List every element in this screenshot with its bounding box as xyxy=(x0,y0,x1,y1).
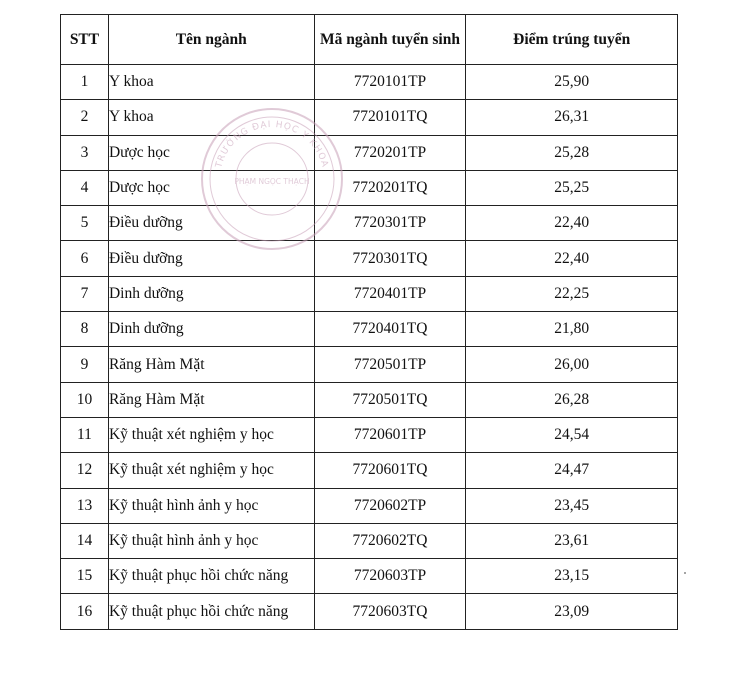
row-major-name: Điều dưỡng xyxy=(108,241,314,276)
row-stt: 13 xyxy=(61,488,109,523)
row-stt: 1 xyxy=(61,65,109,100)
row-stt: 9 xyxy=(61,347,109,382)
row-major-code: 7720602TP xyxy=(314,488,466,523)
admission-scores-table xyxy=(60,14,678,630)
row-stt: 6 xyxy=(61,241,109,276)
row-admission-score: 26,00 xyxy=(466,347,678,382)
table-row xyxy=(61,417,678,452)
row-major-code: 7720501TP xyxy=(314,347,466,382)
row-admission-score: 25,25 xyxy=(466,170,678,205)
seal-inner-text: PHẠM NGỌC THẠCH xyxy=(234,177,310,186)
row-major-name: Kỹ thuật phục hồi chức năng xyxy=(108,559,314,594)
table-row xyxy=(61,170,678,205)
row-major-code: 7720601TQ xyxy=(314,453,466,488)
row-major-name: Dược học xyxy=(108,135,314,170)
header-name: Tên ngành xyxy=(108,15,314,65)
table-row xyxy=(61,206,678,241)
row-major-name: Kỹ thuật phục hồi chức năng xyxy=(108,594,314,629)
row-admission-score: 21,80 xyxy=(466,312,678,347)
table-row xyxy=(61,241,678,276)
row-major-code: 7720602TQ xyxy=(314,523,466,558)
row-admission-score: 22,40 xyxy=(466,206,678,241)
row-admission-score: 22,25 xyxy=(466,276,678,311)
row-major-code: 7720603TQ xyxy=(314,594,466,629)
speck xyxy=(684,572,686,574)
row-major-name: Điều dưỡng xyxy=(108,206,314,241)
row-admission-score: 23,15 xyxy=(466,559,678,594)
table-row xyxy=(61,523,678,558)
row-admission-score: 23,45 xyxy=(466,488,678,523)
header-stt: STT xyxy=(61,15,109,65)
table-row xyxy=(61,488,678,523)
row-major-name: Y khoa xyxy=(108,100,314,135)
row-stt: 15 xyxy=(61,559,109,594)
row-admission-score: 25,90 xyxy=(466,65,678,100)
table-row xyxy=(61,65,678,100)
row-major-code: 7720603TP xyxy=(314,559,466,594)
row-admission-score: 25,28 xyxy=(466,135,678,170)
seal-outer-text: TRƯỜNG ĐẠI HỌC Y KHOA xyxy=(214,119,330,169)
row-major-code: 7720401TQ xyxy=(314,312,466,347)
header-code: Mã ngành tuyển sinh xyxy=(314,15,466,65)
row-major-code: 7720101TQ xyxy=(314,100,466,135)
row-stt: 4 xyxy=(61,170,109,205)
row-stt: 14 xyxy=(61,523,109,558)
table-row xyxy=(61,382,678,417)
row-major-name: Dinh dưỡng xyxy=(108,276,314,311)
row-stt: 3 xyxy=(61,135,109,170)
table-row xyxy=(61,559,678,594)
row-admission-score: 23,09 xyxy=(466,594,678,629)
row-stt: 16 xyxy=(61,594,109,629)
row-major-code: 7720201TP xyxy=(314,135,466,170)
row-major-name: Răng Hàm Mặt xyxy=(108,382,314,417)
row-major-name: Kỹ thuật hình ảnh y học xyxy=(108,488,314,523)
row-major-code: 7720101TP xyxy=(314,65,466,100)
table-header-row xyxy=(61,15,678,65)
row-stt: 7 xyxy=(61,276,109,311)
row-admission-score: 24,47 xyxy=(466,453,678,488)
table-body xyxy=(61,65,678,630)
row-major-code: 7720201TQ xyxy=(314,170,466,205)
row-major-name: Dinh dưỡng xyxy=(108,312,314,347)
row-stt: 2 xyxy=(61,100,109,135)
row-admission-score: 26,31 xyxy=(466,100,678,135)
row-major-code: 7720501TQ xyxy=(314,382,466,417)
row-admission-score: 24,54 xyxy=(466,417,678,452)
row-stt: 5 xyxy=(61,206,109,241)
row-admission-score: 22,40 xyxy=(466,241,678,276)
row-stt: 8 xyxy=(61,312,109,347)
table-row xyxy=(61,347,678,382)
table-row xyxy=(61,100,678,135)
table-row xyxy=(61,135,678,170)
row-admission-score: 23,61 xyxy=(466,523,678,558)
row-major-name: Dược học xyxy=(108,170,314,205)
row-stt: 12 xyxy=(61,453,109,488)
row-major-name: Kỹ thuật hình ảnh y học xyxy=(108,523,314,558)
row-major-code: 7720601TP xyxy=(314,417,466,452)
table-row xyxy=(61,276,678,311)
row-stt: 11 xyxy=(61,417,109,452)
row-major-code: 7720301TP xyxy=(314,206,466,241)
table-row xyxy=(61,453,678,488)
row-major-name: Răng Hàm Mặt xyxy=(108,347,314,382)
table-row xyxy=(61,594,678,629)
row-major-name: Kỹ thuật xét nghiệm y học xyxy=(108,453,314,488)
header-score: Điểm trúng tuyển xyxy=(466,15,678,65)
row-major-name: Y khoa xyxy=(108,65,314,100)
row-stt: 10 xyxy=(61,382,109,417)
row-major-code: 7720301TQ xyxy=(314,241,466,276)
row-major-code: 7720401TP xyxy=(314,276,466,311)
row-admission-score: 26,28 xyxy=(466,382,678,417)
table-row xyxy=(61,312,678,347)
row-major-name: Kỹ thuật xét nghiệm y học xyxy=(108,417,314,452)
